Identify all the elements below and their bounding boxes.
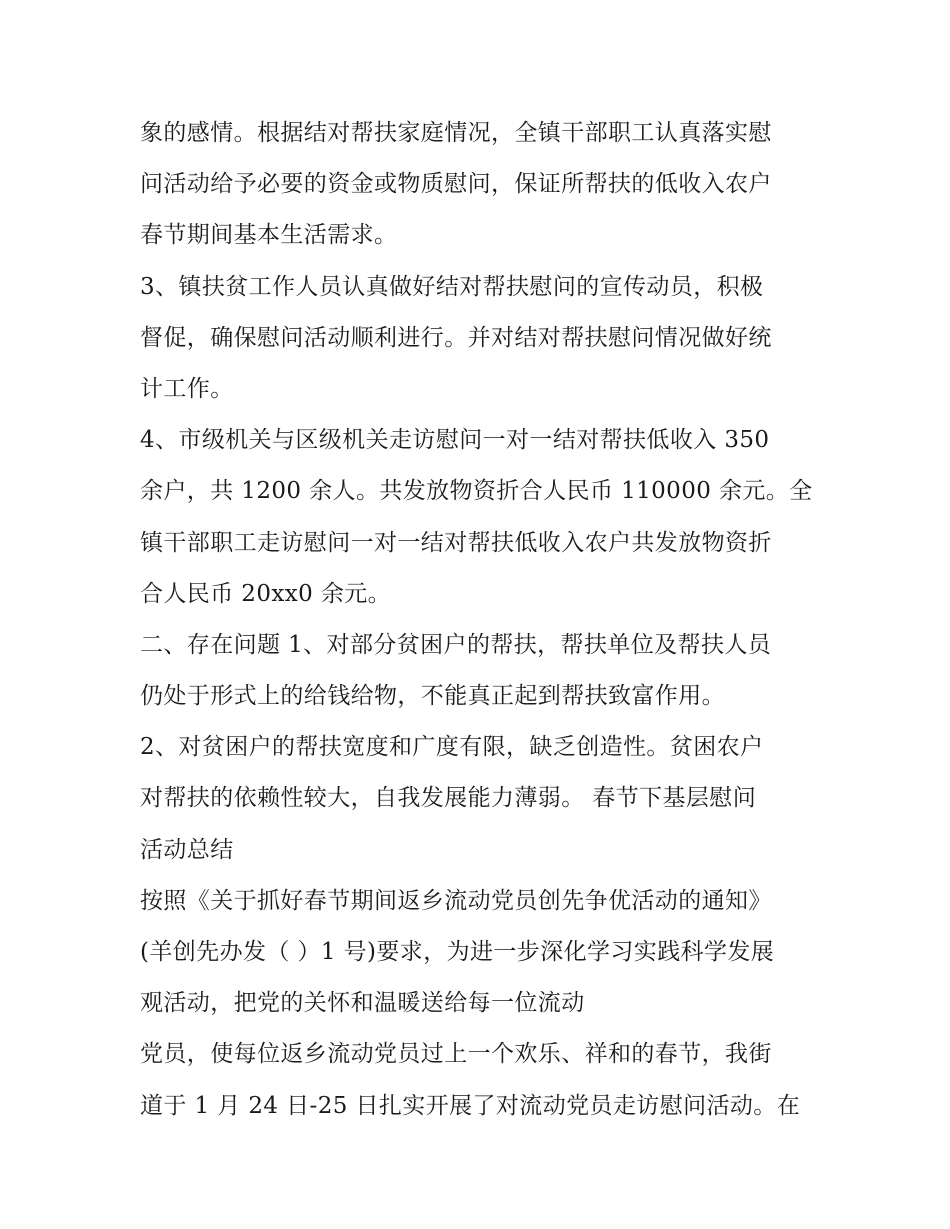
text-line: 3、镇扶贫工作人员认真做好结对帮扶慰问的宣传动员，积极 xyxy=(140,273,764,300)
text-line: 按照《关于抓好春节期间返乡流动党员创先争优活动的通知》 xyxy=(140,887,772,914)
text-line: 二、存在问题 1、对部分贫困户的帮扶，帮扶单位及帮扶人员 xyxy=(140,631,772,658)
text-line: 镇干部职工走访慰问一对一结对帮扶低收入农户共发放物资折 xyxy=(140,529,772,556)
text-line: 活动总结 xyxy=(140,836,234,863)
text-line: 2、对贫困户的帮扶宽度和广度有限，缺乏创造性。贫困农户 xyxy=(140,734,764,761)
text-line: 象的感情。根据结对帮扶家庭情况，全镇干部职工认真落实慰 xyxy=(140,120,772,146)
text-line: 仍处于形式上的给钱给物，不能真正起到帮扶致富作用。 xyxy=(140,683,725,710)
text-line: 计工作。 xyxy=(140,375,234,402)
text-line: 道于 1 月 24 日-25 日扎实开展了对流动党员走访慰问活动。在 xyxy=(140,1092,801,1119)
text-line: 4、市级机关与区级机关走访慰问一对一结对帮扶低收入 350 xyxy=(140,427,770,454)
text-line: 合人民币 20xx0 余元。 xyxy=(140,580,392,607)
text-line: 春节期间基本生活需求。 xyxy=(140,222,398,249)
text-line: 督促，确保慰问活动顺利进行。并对结对帮扶慰问情况做好统 xyxy=(140,324,772,351)
text-line: 观活动，把党的关怀和温暖送给每一位流动 xyxy=(140,990,585,1017)
text-line: 余户，共 1200 余人。共发放物资折合人民币 110000 余元。全 xyxy=(140,478,813,505)
text-line: 党员，使每位返乡流动党员过上一个欢乐、祥和的春节，我街 xyxy=(140,1041,772,1068)
text-line: (羊创先办发（ ）1 号)要求，为进一步深化学习实践科学发展 xyxy=(140,939,775,965)
text-line: 问活动给予必要的资金或物质慰问，保证所帮扶的低收入农户 xyxy=(140,171,772,198)
document-page xyxy=(140,108,830,1132)
text-line: 对帮扶的依赖性较大，自我发展能力薄弱。 春节下基层慰问 xyxy=(140,785,757,812)
